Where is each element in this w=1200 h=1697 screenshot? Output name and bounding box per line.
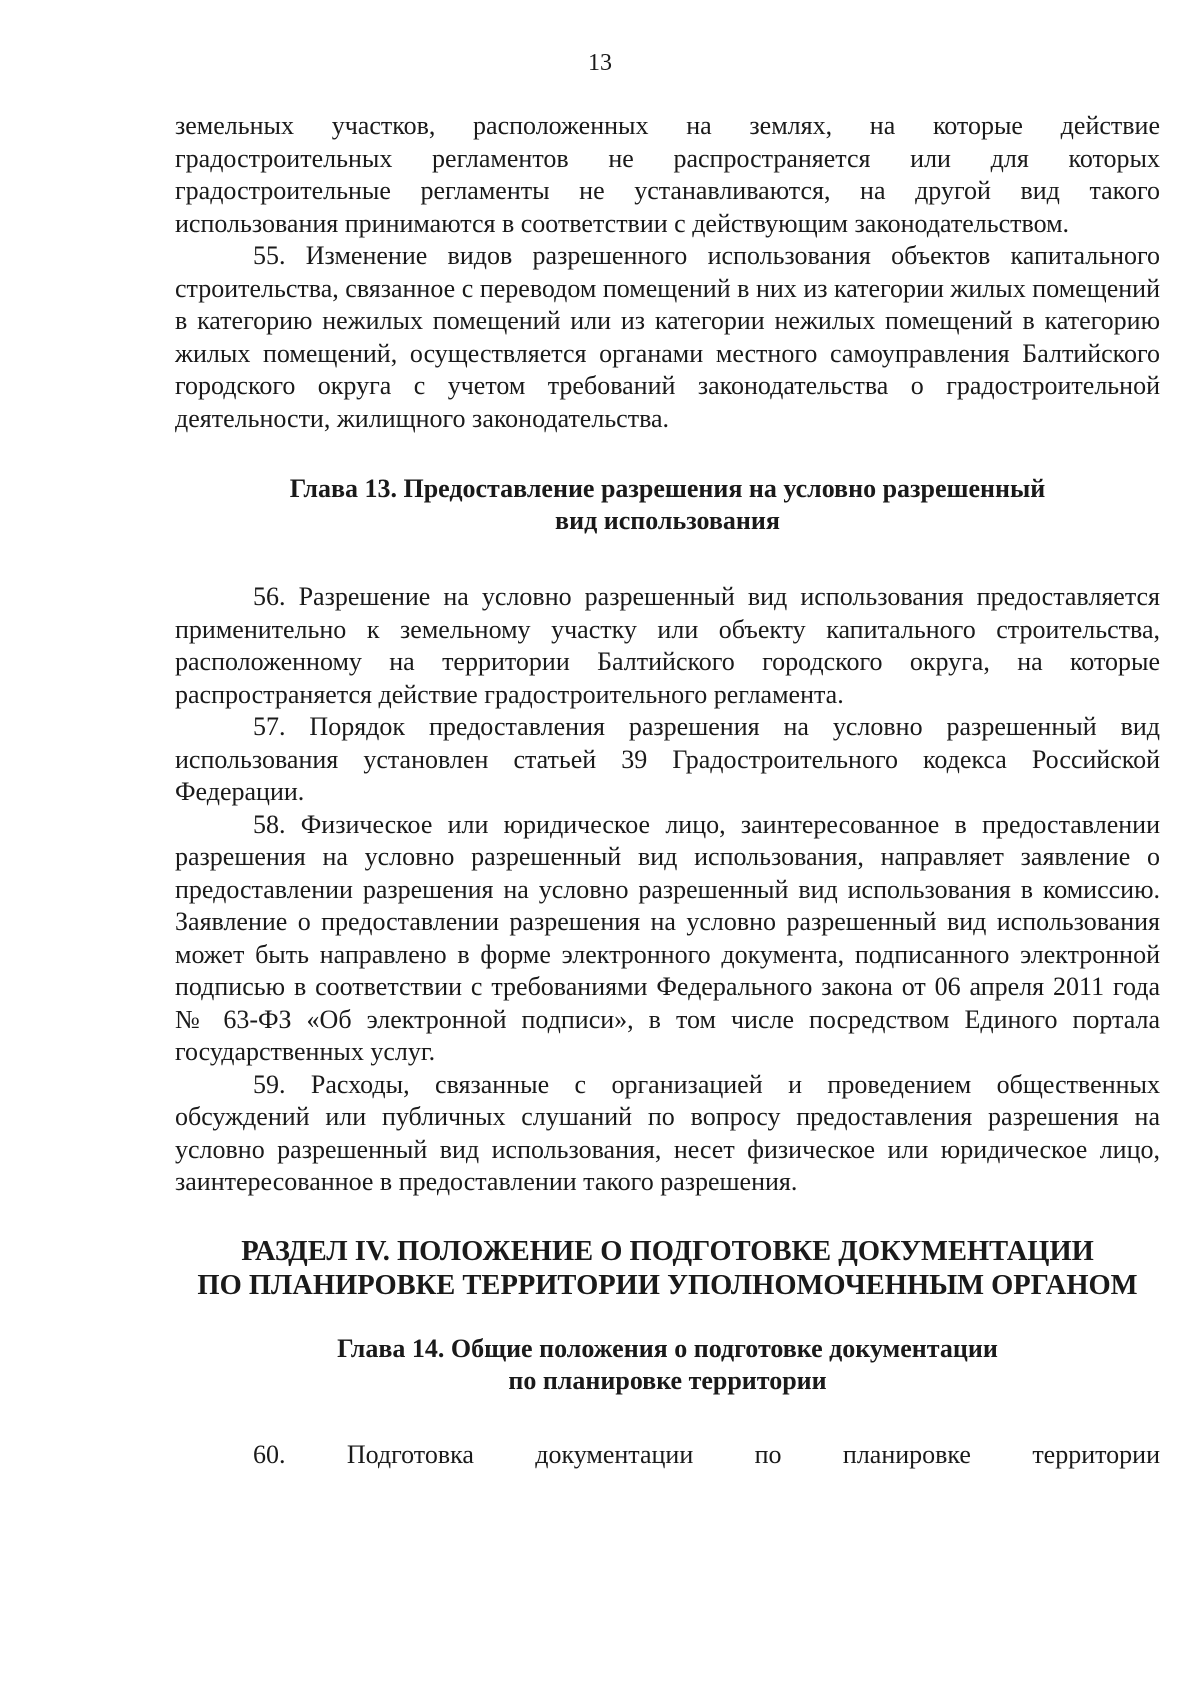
paragraph-60: 60. Подготовка документации по планировке территории [253, 1439, 1160, 1469]
paragraph-55: 55. Изменение видов разрешенного использования объектов капитального строительства, связанное с переводом помещений в них из категории жилых помещений в категорию нежилых помещений или из категории нежилых помещений в категорию жилых помещений, осуществляется органами местного самоуправления Балтийского городского округа с учетом требований законодательства о градостроительной деятельности, жилищного законодательства. [175, 241, 1160, 433]
paragraph-intro: земельных участков, расположенных на землях, на которые действие градостроительных регламентов не распространяется или для которых градостроительные регламенты не устанавливаются, на другой вид такого использования принимаются в соответствии с действующим законодательством. [175, 111, 1160, 238]
chapter-14-heading [175, 1333, 1160, 1397]
section-4-title-line2: ПО ПЛАНИРОВКЕ ТЕРРИТОРИИ УПОЛНОМОЧЕННЫМ ОРГАНОМ [197, 1269, 1138, 1301]
chapter-13-title-line1: Глава 13. Предоставление разрешения на условно разрешенный [289, 474, 1046, 503]
chapter-14-title-line1: Глава 14. Общие положения о подготовке документации [337, 1333, 998, 1363]
paragraph-57: 57. Порядок предоставления разрешения на условно разрешенный вид использования установлен статьей 39 Градостроительного кодекса Российской Федерации. [175, 712, 1160, 806]
paragraph-56: 56. Разрешение на условно разрешенный вид использования предоставляется применительно к земельному участку или объекту капитального строительства, расположенному на территории Балтийского городского округа, на которые распространяется действие градостроительного регламента. [175, 582, 1160, 709]
paragraph-59: 59. Расходы, связанные с организацией и проведением общественных обсуждений или публичных слушаний по вопросу предоставления разрешения на условно разрешенный вид использования, несет физическое или юридическое лицо, заинтересованное в предоставлении такого разрешения. [175, 1069, 1160, 1196]
section-4-title-line1: РАЗДЕЛ IV. ПОЛОЖЕНИЕ О ПОДГОТОВКЕ ДОКУМЕНТАЦИИ [241, 1235, 1094, 1267]
chapter-14-title-line2: по планировке территории [508, 1365, 827, 1395]
section-4-heading [175, 1235, 1160, 1303]
paragraph-58: 58. Физическое или юридическое лицо, заинтересованное в предоставлении разрешения на условно разрешенный вид использования, направляет заявление о предоставлении разрешения на условно разрешенный вид использования в комиссию. Заявление о предоставлении разрешения на условно разрешенный вид использования может быть направлено в форме электронного документа, подписанного электронной подписью в соответствии с требованиями Федерального закона от 06 апреля 2011 года № 63-ФЗ «Об электронной подписи», в том числе посредством Единого портала государственных услуг. [175, 809, 1160, 1066]
document-body [175, 110, 1160, 1471]
chapter-13-heading [175, 473, 1160, 537]
page-number: 13 [588, 50, 612, 76]
chapter-13-title-line2: вид использования [555, 506, 780, 535]
